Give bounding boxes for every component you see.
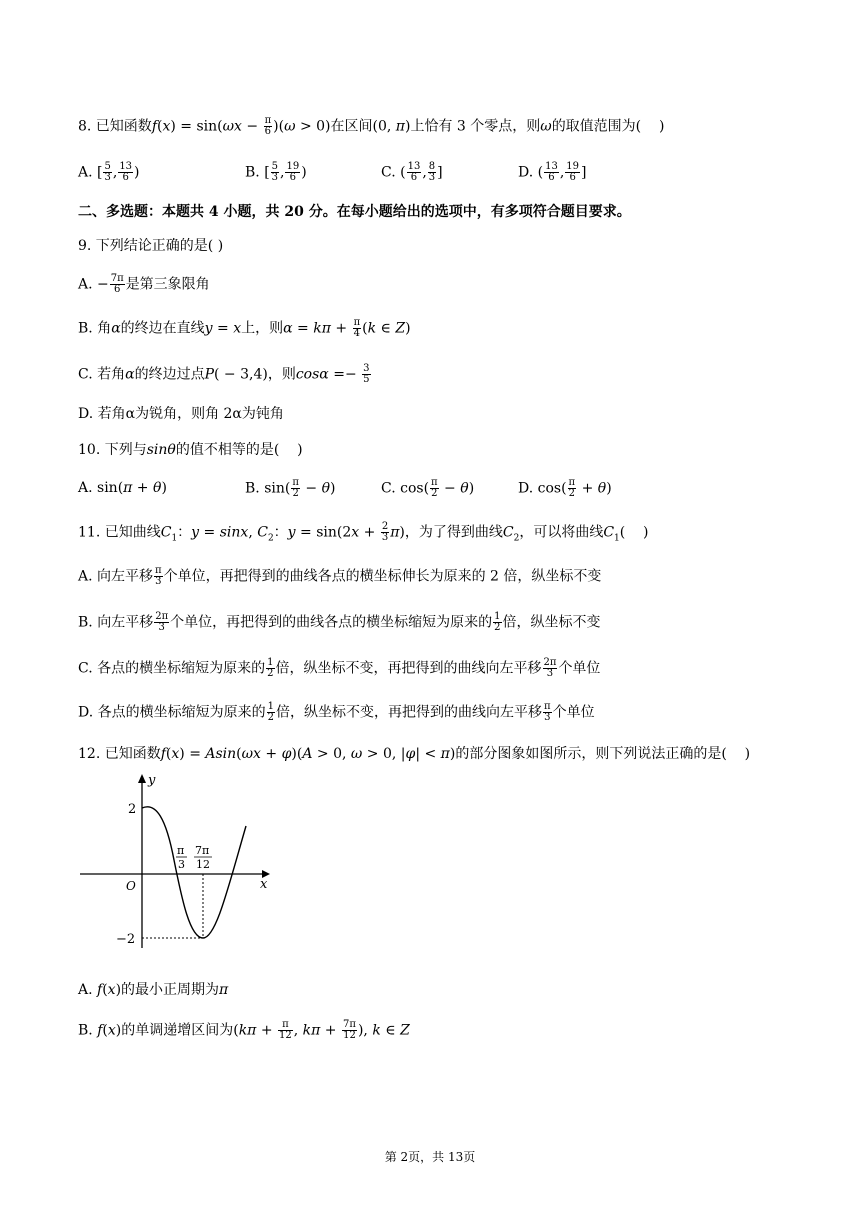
q12-stem: 12. 已知函数f(x) = Asin(ωx + φ)(A > 0, ω > 0, |φ| < π)的部分图象如图所示，则下列说法正确的是( ): [78, 746, 751, 762]
x-tick-pi3-den: 3: [178, 858, 185, 871]
y-axis-arrow: [138, 774, 146, 783]
q9-option-c: C. 若角α的终边过点P( − 3,4)，则cosα =− $\frac{3}{5}$: [78, 363, 370, 385]
q11-stem: 11. 已知曲线$C_1$：y = sinx, $C_2$：y = sin(2x + $\frac{2}{3}$ π)，为了得到曲线$C_2$，可以将曲线$C_1$( ): [78, 521, 649, 544]
q8-option-a: A. [ $\frac{5}{3}$ , $\frac{13}{6}$ ): [78, 161, 140, 183]
x-tick-7pi12-num: 7π: [195, 844, 210, 857]
q11-option-a: A. 向左平移 $\frac{\pi}{3}$ 个单位，再把得到的曲线各点的横坐标伸长为原来的 2 倍，纵坐标不变: [78, 565, 602, 587]
page-footer: 第 2页，共 13页: [384, 1150, 476, 1164]
q11-option-c: C. 各点的横坐标缩短为原来的 $\frac{1}{2}$ 倍，纵坐标不变，再把得到的曲线向左平移 $\frac{2\pi}{3}$ 个单位: [78, 657, 601, 679]
q8-option-d: D. ( $\frac{13}{6}$ , $\frac{19}{6}$ ]: [518, 161, 587, 183]
q10-option-b: B. sin( $\frac{\pi}{2}$ − θ): [245, 477, 336, 499]
q9-stem: 9. 下列结论正确的是( ): [78, 238, 224, 254]
y-tick-neg2: −2: [116, 932, 136, 947]
x-axis-label: x: [260, 877, 268, 892]
q12-option-a: A. f(x)的最小正周期为π: [78, 982, 229, 998]
q11-option-d: D. 各点的横坐标缩短为原来的 $\frac{1}{2}$ 倍，纵坐标不变，再把得到的曲线向左平移 $\frac{\pi}{3}$ 个单位: [78, 701, 595, 723]
q9-option-b: B. 角α的终边在直线y = x上，则α = kπ + $\frac{\pi}{4}$ (k ∈ Z): [78, 317, 411, 339]
q8-option-b: B. [ $\frac{5}{3}$ , $\frac{19}{6}$ ): [245, 161, 307, 183]
q10-option-c: C. cos( $\frac{\pi}{2}$ − θ): [381, 477, 475, 499]
x-tick-7pi12-den: 12: [196, 858, 210, 871]
q9-option-d: D. 若角α为锐角，则角 2α为钝角: [78, 406, 284, 422]
q12-graph: [78, 770, 278, 950]
sine-curve: [142, 807, 246, 938]
y-tick-2: 2: [128, 802, 137, 817]
q9-option-a: A. − $\frac{7\pi}{6}$ 是第三象限角: [78, 273, 210, 295]
q10-option-a: A. sin(π + θ): [78, 480, 167, 496]
q8-stem: 8. 已知函数f(x) = sin(ωx − $\frac{\pi}{6}$ )(ω > 0)在区间(0, π)上恰有 3 个零点，则ω的取值范围为( ): [78, 115, 665, 137]
q8-option-c: C. ( $\frac{13}{6}$ , $\frac{8}{3}$ ]: [381, 161, 443, 183]
q12-option-b: B. f(x)的单调递增区间为(kπ + $\frac{\pi}{12}$ , kπ + $\frac{7\pi}{12}$ ), k ∈ Z: [78, 1019, 410, 1041]
q11-option-b: B. 向左平移 $\frac{2\pi}{3}$ 个单位，再把得到的曲线各点的横坐标缩短为原来的 $\frac{1}{2}$ 倍，纵坐标不变: [78, 611, 601, 633]
x-tick-pi3-num: π: [177, 844, 185, 857]
section-heading: 二、多选题：本题共 4 小题，共 20 分。在每小题给出的选项中，有多项符合题目要求。: [78, 204, 631, 220]
q10-stem: 10. 下列与sinθ的值不相等的是( ): [78, 442, 303, 458]
q10-option-d: D. cos( $\frac{\pi}{2}$ + θ): [518, 477, 612, 499]
origin-label: O: [126, 879, 136, 893]
y-axis-label: y: [148, 773, 156, 788]
